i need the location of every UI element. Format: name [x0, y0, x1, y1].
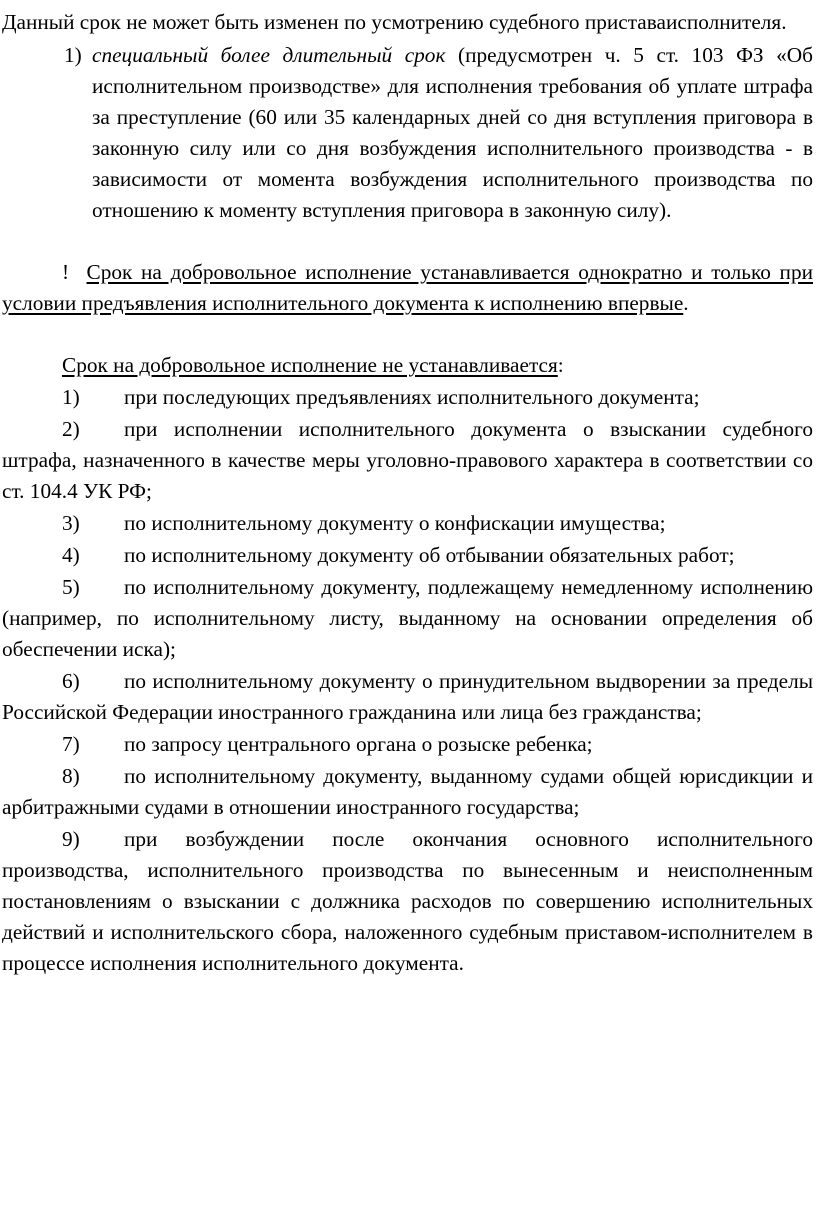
list-item — [2, 729, 813, 760]
list-item-text: по исполнительному документу, подлежащему немедленному исполнению (например, по исполнительному листу, выданному на основании определения об обеспечении иска); — [2, 575, 813, 661]
special-term-rest: (предусмотрен ч. 5 ст. 103 ФЗ «Об исполнительном производстве» для исполнения требования об уплате штрафа за преступление (60 или 35 календарных дней со дня вступления приговора в законную силу или со дня возбуждения исполнительного производства - в зависимости от момента возбуждения исполнительного производства по отношению к моменту вступления приговора в законную силу). — [92, 43, 813, 222]
list-item — [2, 572, 813, 665]
list-item-number: 7) — [62, 732, 80, 756]
list-item-text: при исполнении исполнительного документа о взыскании судебного штрафа, назначенного в качестве меры уголовно-правового характера в соответствии со ст. 104.4 УК РФ; — [2, 417, 813, 503]
special-term-number: 1) — [64, 43, 82, 67]
list-item-number: 4) — [62, 543, 80, 567]
list-item-number: 9) — [62, 827, 80, 851]
list-item-text: по исполнительному документу, выданному судами общей юрисдикции и арбитражными судами в отношении иностранного государства; — [2, 764, 813, 819]
list-item — [2, 666, 813, 728]
list-item — [2, 824, 813, 979]
list-item-text: по исполнительному документу о конфискации имущества; — [124, 511, 666, 535]
list-item-number: 6) — [62, 669, 80, 693]
notice-paragraph — [2, 257, 813, 319]
list-item — [2, 508, 813, 539]
list-item-text: по запросу центрального органа о розыске ребенка; — [124, 732, 593, 756]
special-term-item — [2, 40, 813, 226]
list-item-number: 5) — [62, 575, 80, 599]
intro-paragraph: Данный срок не может быть изменен по усмотрению судебного приставаисполнителя. — [2, 10, 787, 34]
list-item-text: по исполнительному документу об отбывании обязательных работ; — [124, 543, 735, 567]
not-set-heading — [2, 350, 813, 381]
special-term-italic: специальный более длительный срок — [92, 43, 446, 67]
list-item — [2, 540, 813, 571]
exceptions-list — [2, 382, 813, 979]
notice-underlined: Срок на добровольное исполнение устанавливается однократно и только при условии предъявления исполнительного документа к исполнению впервые — [2, 260, 813, 315]
notice-end: . — [683, 291, 689, 315]
list-item-text: при возбуждении после окончания основного исполнительного производства, исполнительного производства по вынесенным и неисполненным постановлениям о взыскании с должника расходов по совершению исполнительных действий и исполнительского сбора, наложенного судебным приставом-исполнителем в процессе исполнения исполнительного документа. — [2, 827, 813, 975]
list-item — [2, 414, 813, 507]
list-item-number: 2) — [62, 417, 80, 441]
list-item — [2, 382, 813, 413]
list-item-text: при последующих предъявлениях исполнительного документа; — [124, 385, 700, 409]
notice-mark: ! — [62, 260, 70, 284]
list-item-number: 3) — [62, 511, 80, 535]
list-item — [2, 761, 813, 823]
list-item-text: по исполнительному документу о принудительном выдворении за пределы Российской Федерации иностранного гражданина или лица без гражданства; — [2, 669, 813, 724]
list-item-number: 1) — [62, 385, 80, 409]
list-item-number: 8) — [62, 764, 80, 788]
not-set-heading-end: : — [557, 353, 564, 377]
not-set-heading-underlined: Срок на добровольное исполнение не устанавливается — [62, 353, 558, 377]
special-term-text — [92, 40, 813, 226]
